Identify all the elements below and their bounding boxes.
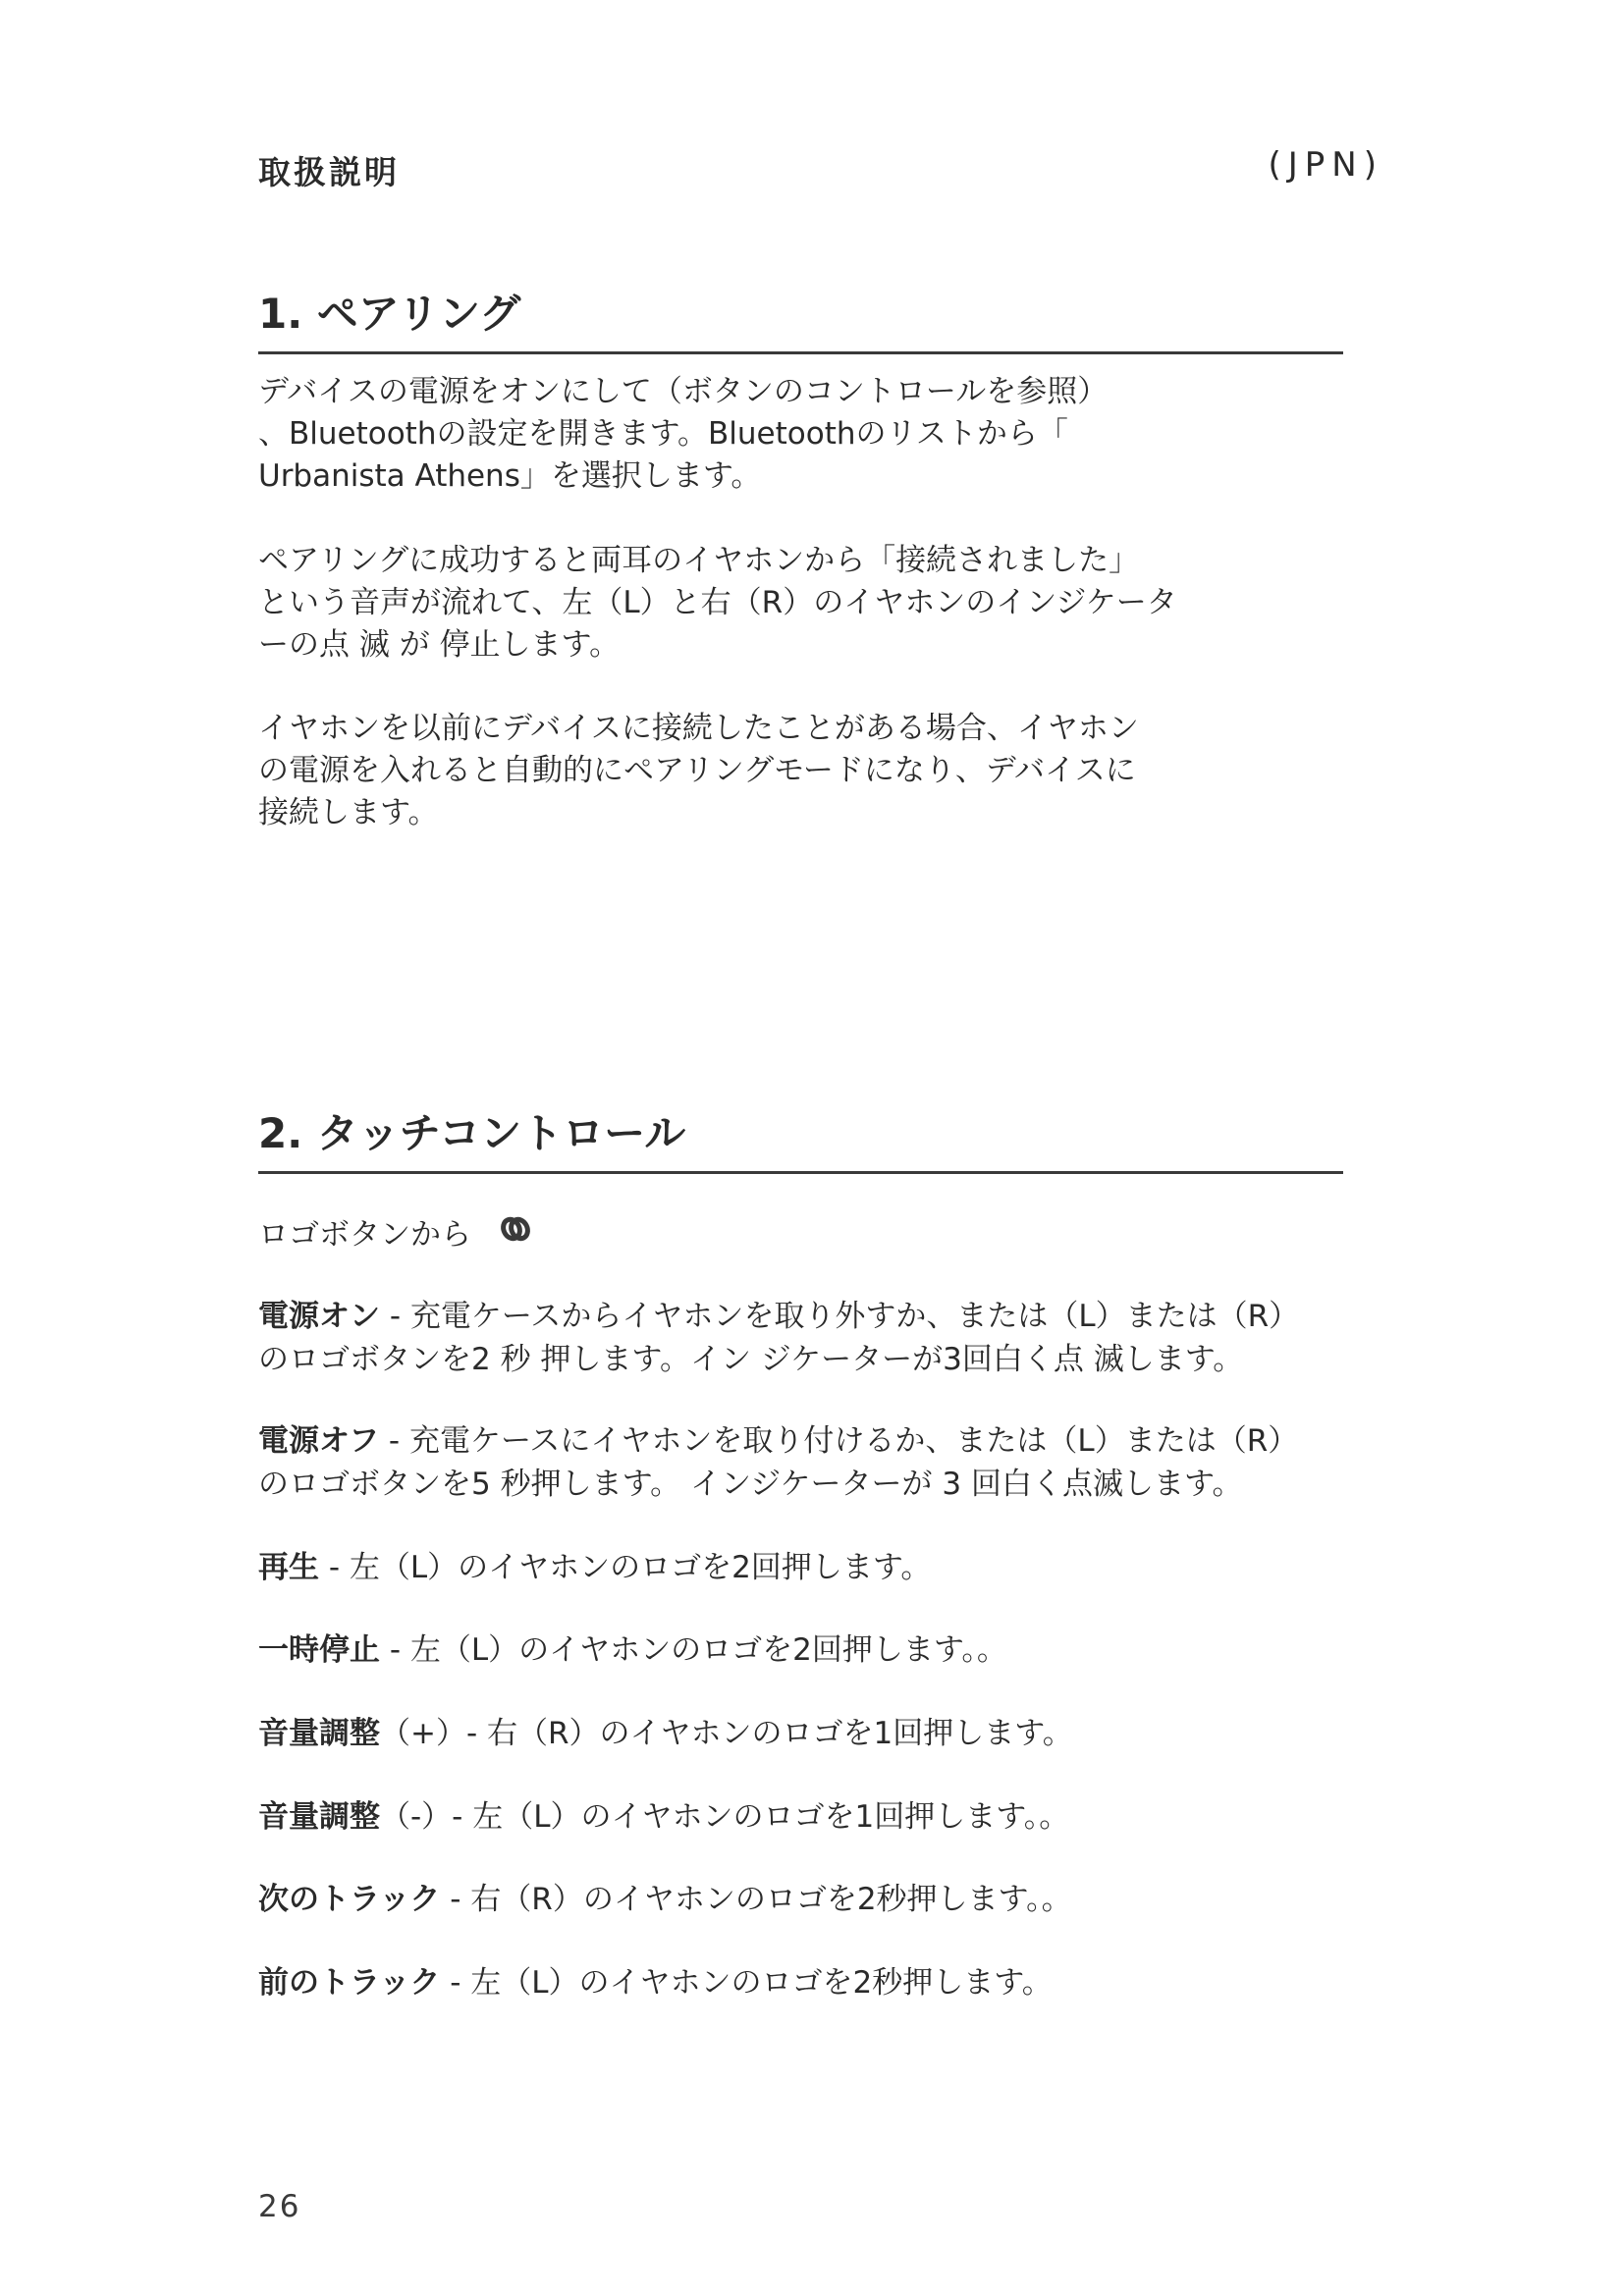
control-term: 次のトラック: [258, 1882, 441, 1917]
text-line: のロゴボタンを5 秒押します。 インジケーターが 3 回白く点滅します。: [258, 1467, 1243, 1502]
control-term: 再生: [258, 1550, 319, 1585]
control-description: - 充電ケースからイヤホンを取り外すか、または（L）または（R）: [380, 1299, 1300, 1334]
language-label: (JPN): [1268, 145, 1383, 185]
text-line: という音声が流れて、左（L）と右（R）のイヤホンのインジケータ: [258, 585, 1177, 620]
control-description: - 左（L）のイヤホンのロゴを2回押します。: [319, 1550, 932, 1585]
logo-button-intro: [258, 1213, 532, 1256]
text-line: ーの点 滅 が 停止します。: [258, 627, 621, 663]
section-divider: [258, 1171, 1343, 1174]
control-pause: [258, 1629, 1387, 1672]
pairing-paragraph-3: [258, 708, 1368, 834]
control-term: 前のトラック: [258, 1965, 441, 2001]
control-volume-up: [258, 1712, 1387, 1755]
control-next-track: [258, 1878, 1387, 1921]
section-heading-pairing: 1. ペアリング: [258, 290, 521, 338]
text-line: イヤホンを以前にデバイスに接続したことがある場合、イヤホン: [258, 711, 1139, 746]
section-divider: [258, 351, 1343, 354]
text-line: [258, 1419, 1387, 1463]
control-description: - 右（R）のイヤホンのロゴを2秒押します。。: [440, 1882, 1072, 1917]
control-description: - 左（L）のイヤホンのロゴを2秒押します。: [440, 1965, 1053, 2001]
control-description: - 充電ケースにイヤホンを取り付けるか、または（L）または（R）: [379, 1423, 1299, 1459]
text-line: [258, 1878, 1387, 1921]
control-term: 一時停止: [258, 1632, 380, 1668]
text-line: のロゴボタンを2 秒 押します。イン ジケーターが3回白く点 滅します。: [258, 1342, 1244, 1377]
text-line: [258, 1546, 1387, 1589]
control-volume-down: [258, 1795, 1387, 1839]
control-term: 音量調整: [258, 1716, 380, 1751]
urbanista-logo-icon: [499, 1212, 532, 1255]
text-line: 、Bluetoothの設定を開きます。Bluetoothのリストから「: [258, 416, 1068, 452]
text-line: デバイスの電源をオンにして（ボタンのコントロールを参照）: [258, 374, 1109, 409]
control-term: 電源オン: [258, 1299, 380, 1334]
control-previous-track: [258, 1961, 1387, 2004]
control-description: - 左（L）のイヤホンのロゴを2回押します。。: [380, 1632, 1007, 1668]
header-title: 取扱説明: [258, 153, 400, 191]
page-number: 26: [258, 2189, 301, 2224]
control-play: [258, 1546, 1387, 1589]
control-power-off: [258, 1419, 1387, 1506]
control-description: （-）- 左（L）のイヤホンのロゴを1回押します。。: [380, 1799, 1070, 1835]
pairing-paragraph-2: [258, 540, 1368, 667]
text-line: 接続します。: [258, 795, 439, 830]
logo-line-text: ロゴボタンから: [258, 1217, 471, 1253]
text-line: Urbanista Athens」を選択します。: [258, 458, 762, 494]
control-term: 電源オフ: [258, 1423, 380, 1459]
text-line: ペアリングに成功すると両耳のイヤホンから「接続されました」: [258, 543, 1140, 578]
control-description: （+）- 右（R）のイヤホンのロゴを1回押します。: [380, 1716, 1073, 1751]
section-heading-touch-control: 2. タッチコントロール: [258, 1109, 686, 1157]
text-line: [258, 1961, 1387, 2004]
text-line: [258, 1795, 1387, 1839]
text-line: [258, 1295, 1387, 1338]
pairing-paragraph-1: [258, 371, 1368, 498]
control-term: 音量調整: [258, 1799, 380, 1835]
control-power-on: [258, 1295, 1387, 1381]
text-line: の電源を入れると自動的にペアリングモードになり、デバイスに: [258, 753, 1136, 788]
text-line: [258, 1629, 1387, 1672]
text-line: [258, 1712, 1387, 1755]
